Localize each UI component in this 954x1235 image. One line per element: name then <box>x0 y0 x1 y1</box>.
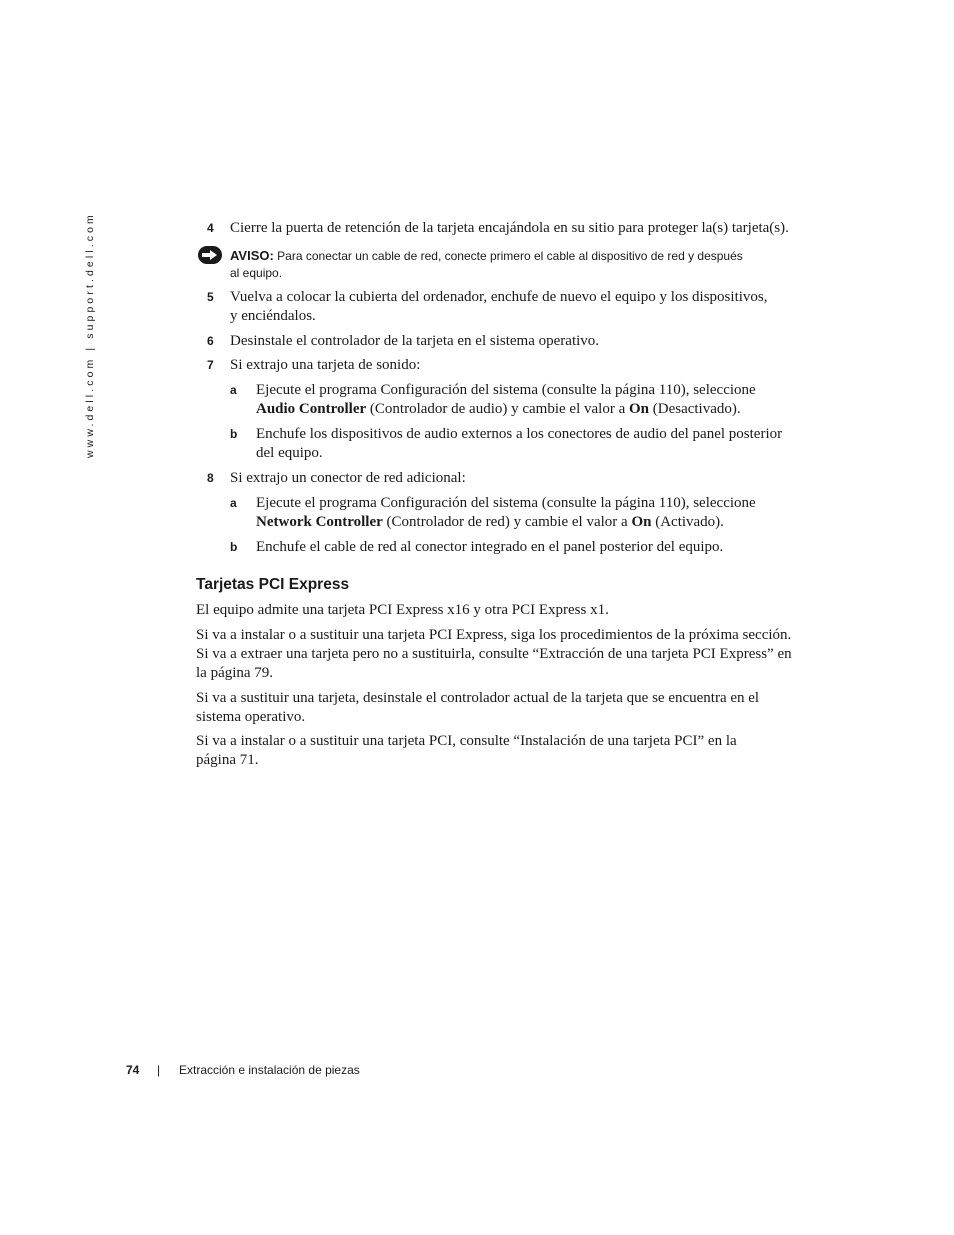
paragraph-line: Si va a sustituir una tarjeta, desinstale el controlador actual de la tarjeta que se encuentra en el <box>196 690 760 706</box>
notice-text <box>230 247 790 282</box>
step-number: 8 <box>207 471 214 485</box>
substep-text <box>256 381 836 419</box>
step-text-line-2: y enciéndalos. <box>230 308 316 324</box>
step-text: Cierre la puerta de retención de la tarjeta encajándola en su sitio para proteger la(s) tarjeta(s). <box>230 220 789 236</box>
step-text: Si extrajo un conector de red adicional: <box>230 470 466 486</box>
substep-text <box>256 494 836 532</box>
keyword-audio-controller: Audio Controller <box>256 401 367 417</box>
section-heading: Tarjetas PCI Express <box>196 576 350 593</box>
paragraph-line: El equipo admite una tarjeta PCI Express x16 y otra PCI Express x1. <box>196 602 609 618</box>
notice-label: AVISO: <box>230 248 274 263</box>
substep-end: (Activado). <box>651 514 724 530</box>
keyword-network-controller: Network Controller <box>256 514 383 530</box>
step-number: 6 <box>207 334 214 348</box>
paragraph-line: Si va a instalar o a sustituir una tarjeta PCI, consulte “Instalación de una tarjeta PCI” en la <box>196 733 737 749</box>
substep-mid: (Controlador de red) y cambie el valor a <box>382 514 632 530</box>
footer-separator: | <box>157 1063 161 1077</box>
keyword-on: On <box>628 401 649 417</box>
notice-arrow-icon <box>197 245 223 265</box>
paragraph-1 <box>196 601 816 620</box>
paragraph-4 <box>196 732 816 770</box>
substep-line-1: Enchufe los dispositivos de audio externos a los conectores de audio del panel posterior <box>256 426 783 442</box>
chapter-title: Extracción e instalación de piezas <box>179 1063 360 1077</box>
paragraph-line: Si va a instalar o a sustituir una tarjeta PCI Express, siga los procedimientos de la próxima sección. <box>196 627 792 643</box>
paragraph-2 <box>196 626 816 683</box>
paragraph-line: sistema operativo. <box>196 709 306 725</box>
substep-letter: b <box>230 540 238 554</box>
keyword-on: On <box>631 514 652 530</box>
step-number: 7 <box>207 358 214 372</box>
step-text-line-1: Vuelva a colocar la cubierta del ordenador, enchufe de nuevo el equipo y los dispositivos, <box>230 289 768 305</box>
paragraph-3 <box>196 689 816 727</box>
notice-line-1: Para conectar un cable de red, conecte primero el cable al dispositivo de red y después <box>277 249 743 263</box>
substep-line-2: del equipo. <box>256 445 323 461</box>
notice-line-2: al equipo. <box>230 266 283 280</box>
paragraph-line: página 71. <box>196 752 259 768</box>
page-number: 74 <box>126 1063 140 1077</box>
substep-text: Enchufe el cable de red al conector integrado en el panel posterior del equipo. <box>256 539 724 555</box>
step-number: 4 <box>207 221 214 235</box>
step-text <box>230 288 830 326</box>
substep-line-1: Ejecute el programa Configuración del sistema (consulte la página 110), seleccione <box>256 495 756 511</box>
substep-mid: (Controlador de audio) y cambie el valor a <box>366 401 629 417</box>
side-url-text: www.dell.com | support.dell.com <box>84 212 96 458</box>
substep-text <box>256 425 836 463</box>
substep-letter: a <box>230 383 237 397</box>
substep-end: (Desactivado). <box>649 401 741 417</box>
step-text: Desinstale el controlador de la tarjeta en el sistema operativo. <box>230 333 600 349</box>
step-text: Si extrajo una tarjeta de sonido: <box>230 357 421 373</box>
substep-letter: a <box>230 496 237 510</box>
substep-line-1: Ejecute el programa Configuración del sistema (consulte la página 110), seleccione <box>256 382 756 398</box>
paragraph-line: la página 79. <box>196 665 274 681</box>
paragraph-line: Si va a extraer una tarjeta pero no a sustituirla, consulte “Extracción de una tarjeta PCI Express” en <box>196 646 792 662</box>
step-number: 5 <box>207 290 214 304</box>
substep-letter: b <box>230 427 238 441</box>
